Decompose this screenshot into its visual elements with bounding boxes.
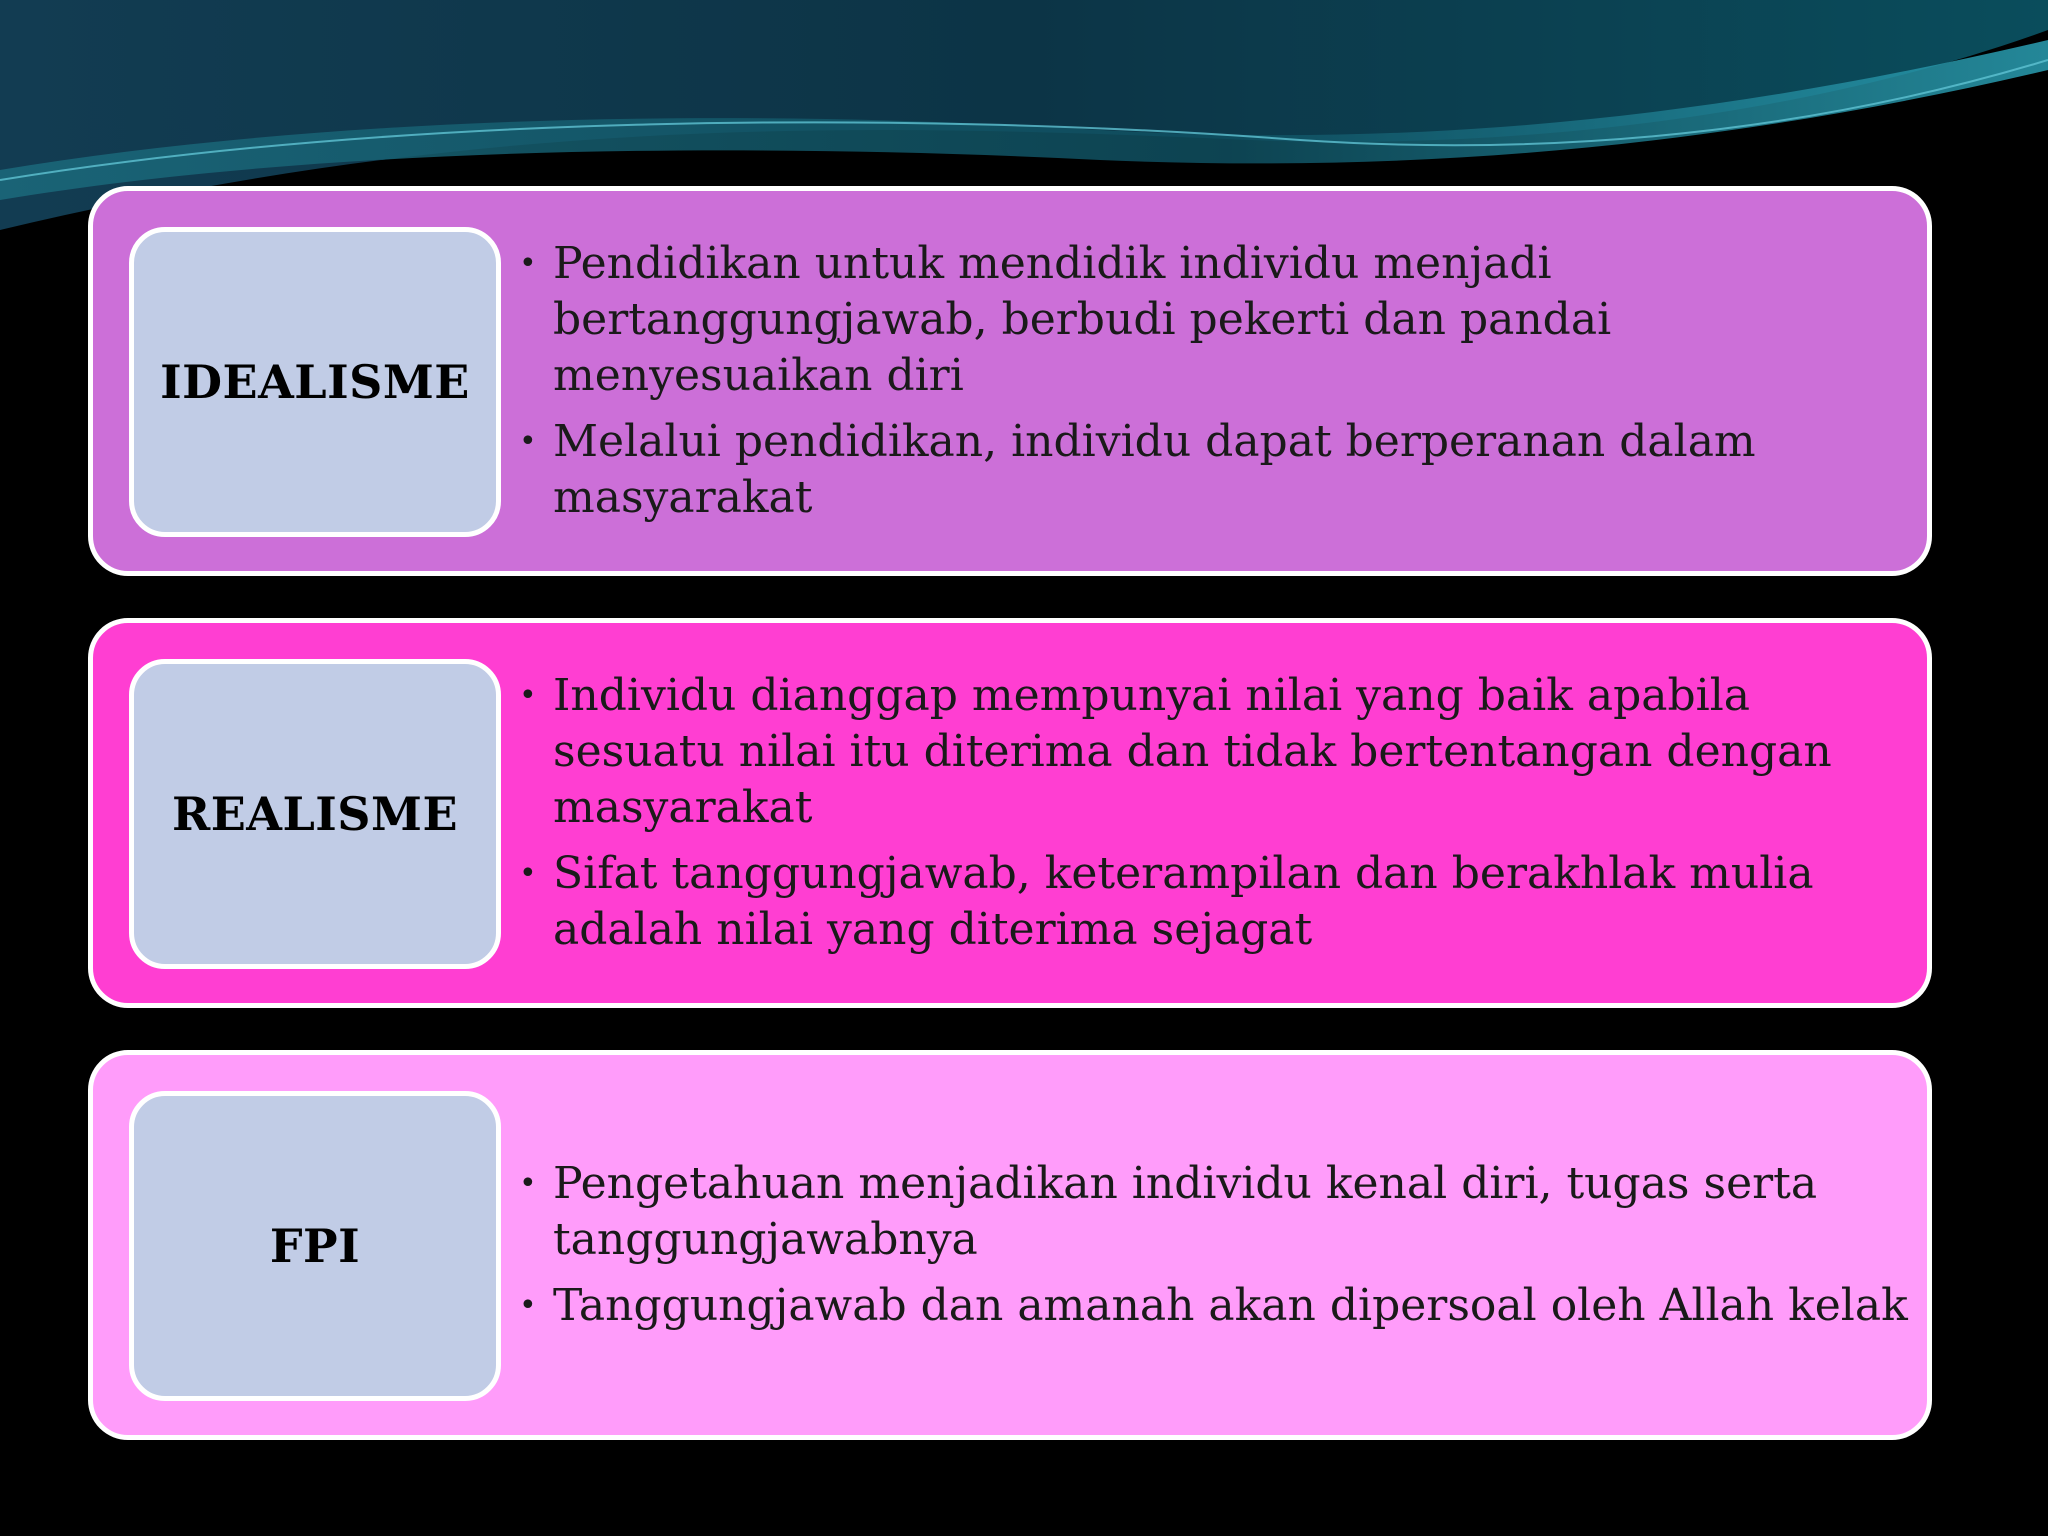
- bullet-item: [511, 236, 1917, 404]
- bullet-icon: •: [519, 1166, 537, 1201]
- bullet-item: [511, 668, 1917, 836]
- bullet-text: Individu dianggap mempunyai nilai yang baik apabila sesuatu nilai itu diterima dan tidak bertentangan dengan masyarakat: [553, 670, 1832, 833]
- bullet-item: [511, 1156, 1917, 1268]
- bullet-text: Pendidikan untuk mendidik individu menjadi bertanggungjawab, berbudi pekerti dan pandai menyesuaikan diri: [553, 238, 1612, 401]
- bullet-list-fpi: [511, 1156, 1917, 1334]
- content-idealisme: [511, 191, 1917, 571]
- label-fpi: FPI: [269, 1219, 361, 1273]
- bullet-icon: •: [519, 1288, 537, 1323]
- bullet-text: Pengetahuan menjadikan individu kenal diri, tugas serta tanggungjawabnya: [553, 1158, 1818, 1265]
- bullet-icon: •: [519, 856, 537, 891]
- bullet-list-realisme: [511, 668, 1917, 958]
- bullet-text: Tanggungjawab dan amanah akan dipersoal oleh Allah kelak: [553, 1280, 1908, 1331]
- bullet-item: [511, 1278, 1917, 1334]
- bullet-text: Sifat tanggungjawab, keterampilan dan berakhlak mulia adalah nilai yang diterima sejagat: [553, 848, 1814, 955]
- bullet-icon: •: [519, 424, 537, 459]
- row-realisme: [88, 618, 1932, 1008]
- bullet-icon: •: [519, 678, 537, 713]
- bullet-item: [511, 846, 1917, 958]
- label-idealisme: IDEALISME: [160, 355, 470, 409]
- row-fpi: [88, 1050, 1932, 1440]
- content-realisme: [511, 623, 1917, 1003]
- bullet-item: [511, 414, 1917, 526]
- label-box-idealisme: [129, 227, 501, 537]
- row-idealisme: [88, 186, 1932, 576]
- bullet-text: Melalui pendidikan, individu dapat berperanan dalam masyarakat: [553, 416, 1756, 523]
- label-box-realisme: [129, 659, 501, 969]
- content-fpi: [511, 1055, 1917, 1435]
- label-realisme: REALISME: [171, 787, 459, 841]
- bullet-icon: •: [519, 246, 537, 281]
- label-box-fpi: [129, 1091, 501, 1401]
- bullet-list-idealisme: [511, 236, 1917, 526]
